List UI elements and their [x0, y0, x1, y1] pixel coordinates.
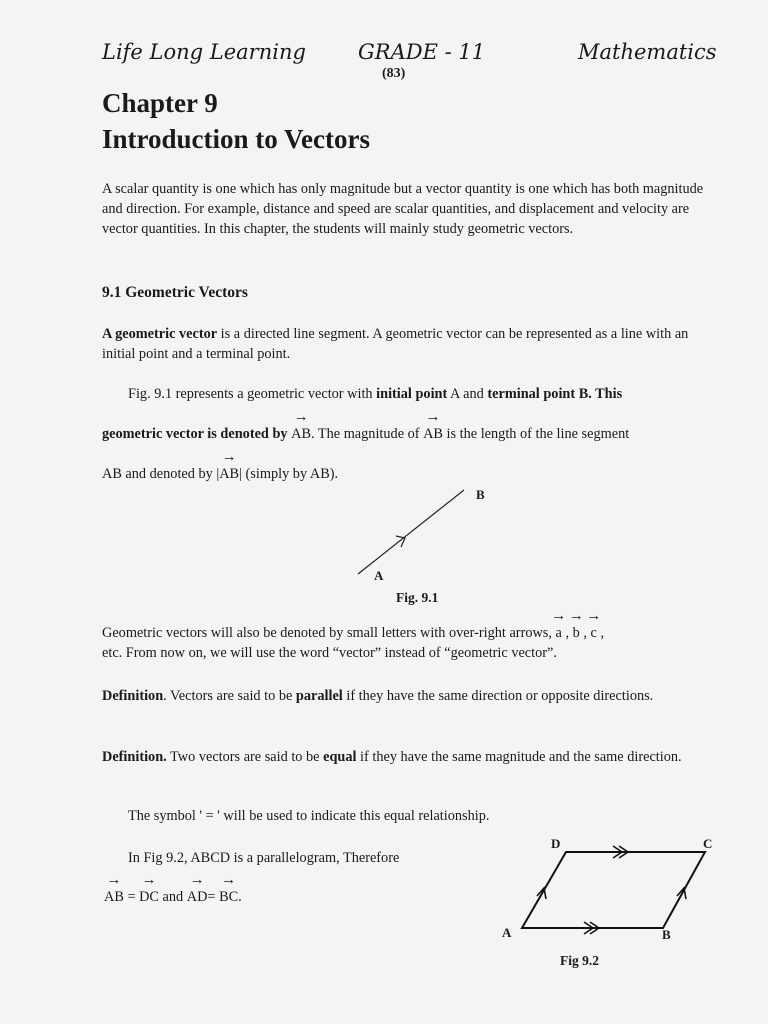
equals-sign: = — [123, 889, 140, 905]
intro-paragraph: A scalar quantity is one which has only magnitude but a vector quantity is one which has both magnitude and direction. For example, distance and speed are scalar quantities, and displacement and velocity are vector quantities. In this chapter, the students will mainly study geometric vectors. — [102, 181, 704, 237]
text: Geometric vectors will also be denoted by small letters with over-right arrows, — [102, 625, 552, 641]
vector-dc: → DC — [139, 889, 159, 906]
definition-label: Definition. — [102, 749, 167, 765]
notation-line2: etc. From now on, we will use the word “vector” instead of “geometric vector”. — [102, 645, 557, 661]
header-center: GRADE - 11 — [358, 40, 486, 64]
fig1-label-a: A — [374, 568, 384, 583]
fig1-label-b: B — [476, 487, 485, 502]
symbol-line: The symbol ' = ' will be used to indicate this equal relationship. — [128, 808, 490, 824]
vector-ab: → AB — [291, 426, 311, 443]
header-left: Life Long Learning — [102, 40, 306, 64]
notation-line1: Geometric vectors will also be denoted by small letters with over-right arrows, → a , → b , → c , — [102, 625, 604, 642]
text: . — [238, 889, 242, 905]
definition-label: Definition — [102, 688, 164, 704]
def-term: A geometric vector — [102, 326, 218, 342]
vector-equality — [104, 889, 242, 906]
fig2-label-c: C — [703, 836, 713, 851]
vector-bc: → BC — [219, 889, 238, 906]
vector-ab: → AB — [104, 889, 124, 906]
text: | (simply by AB). — [239, 466, 339, 482]
page-number: (83) — [382, 66, 406, 81]
fig1-caption: Fig. 9.1 — [396, 590, 439, 605]
term-parallel: parallel — [295, 688, 343, 704]
chapter-title: Introduction to Vectors — [102, 124, 371, 154]
text: if they have the same magnitude and the same direction. — [356, 749, 682, 765]
fig2-label-b: B — [662, 927, 671, 942]
text: Two vectors are said to be — [166, 749, 324, 765]
fig2-label-a: A — [502, 925, 512, 940]
text: is the length of the line segment — [442, 426, 630, 442]
term-initial-point: initial point — [376, 386, 448, 402]
text: . The magnitude of — [311, 426, 424, 442]
vector-ab: → AB — [423, 426, 443, 443]
text: AB and denoted by | — [102, 466, 220, 482]
equals-sign: = — [207, 889, 220, 905]
definition-parallel — [102, 686, 722, 706]
chapter-number: Chapter 9 — [102, 88, 218, 118]
text: . Vectors are said to be — [163, 688, 296, 704]
fig2-parallelogram — [522, 846, 705, 934]
text: A and — [447, 386, 488, 402]
section-title: 9.1 Geometric Vectors — [102, 284, 248, 301]
text: Fig. 9.1 represents a geometric vector with — [128, 386, 377, 402]
def-text: is a directed line segment. A geometric vector can be represented as a line with an initial point and a terminal point. — [102, 326, 689, 362]
vector-letter: → b — [573, 625, 580, 642]
text: if they have the same direction or opposite directions. — [342, 688, 654, 704]
term-denoted: geometric vector is denoted by — [102, 426, 292, 442]
vector-letter: → a — [556, 625, 562, 642]
vector-ad: → AD — [187, 889, 208, 906]
vector-ab: → AB — [219, 466, 239, 483]
vector-letter: → c — [591, 625, 597, 642]
term-terminal-point: terminal point B. This — [487, 386, 623, 402]
text: and — [158, 889, 187, 905]
fig2-intro-line: In Fig 9.2, ABCD is a parallelogram, Therefore — [128, 850, 400, 866]
fig1-vector-line — [358, 490, 464, 574]
definition-equal — [102, 747, 722, 767]
fig2-label-d: D — [551, 836, 561, 851]
header-right: Mathematics — [578, 40, 717, 64]
fig2-caption: Fig 9.2 — [560, 953, 599, 968]
term-equal: equal — [323, 749, 357, 765]
